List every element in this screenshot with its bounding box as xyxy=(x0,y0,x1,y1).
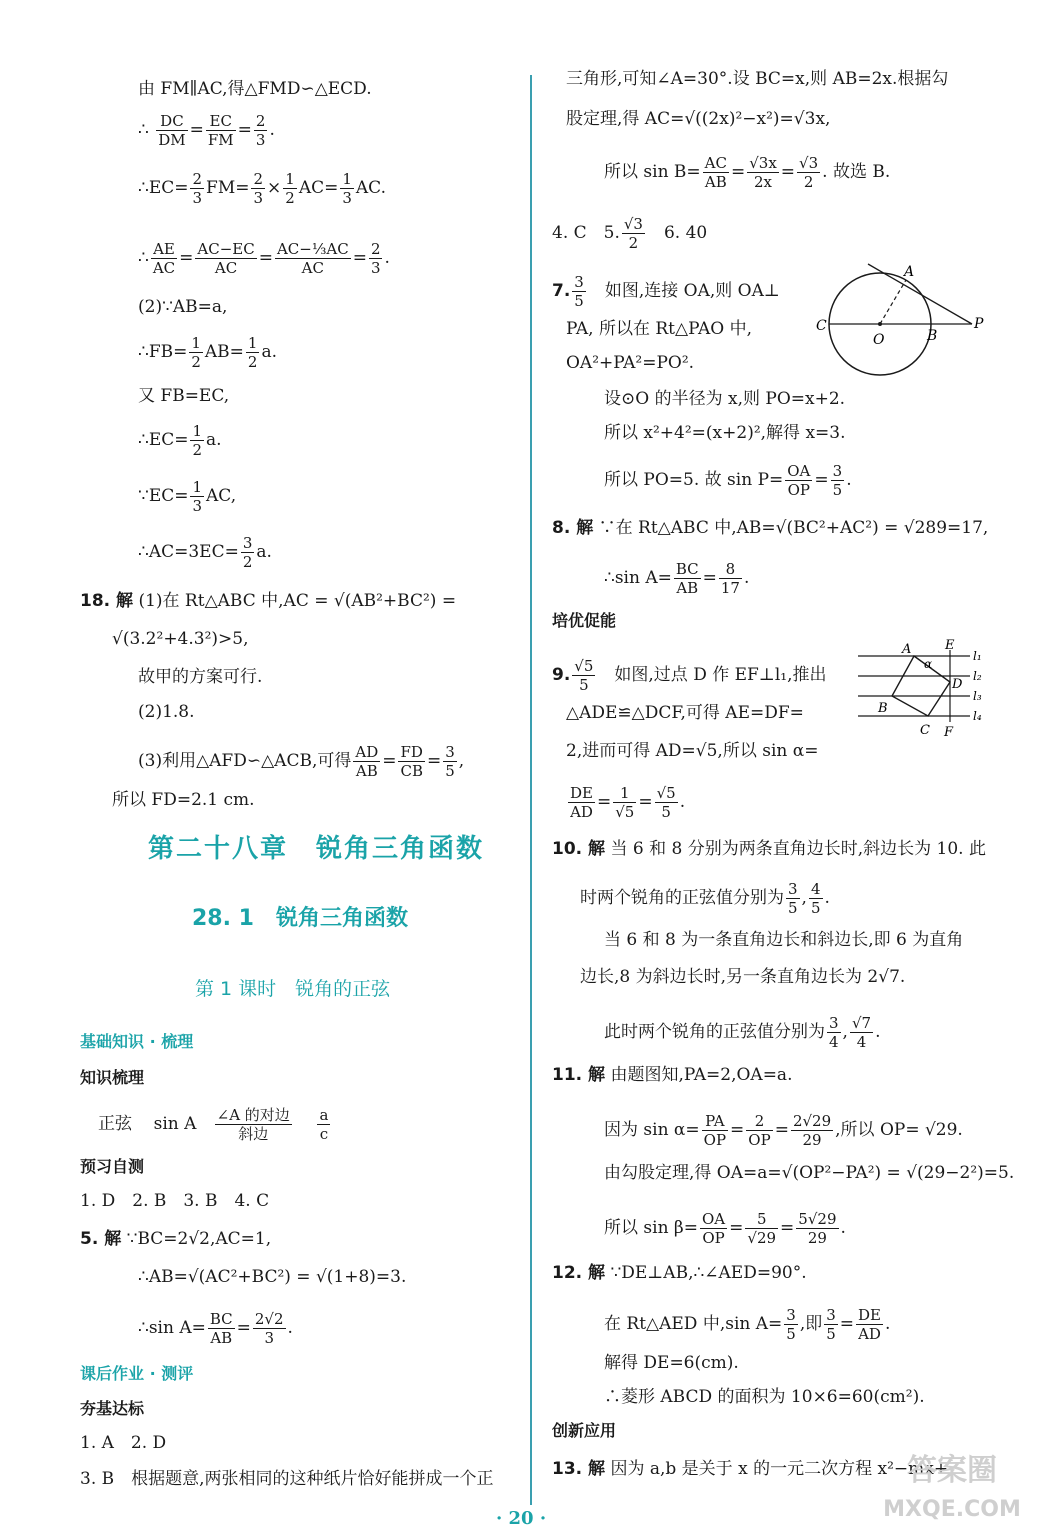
fraction: $\frac{AE}{AC}$ xyxy=(152,240,176,277)
heading-promote: 培优促能 xyxy=(552,611,617,630)
fraction: $\frac{AD}{AB}$ xyxy=(355,743,379,780)
fraction: $\frac{OA}{OP}$ xyxy=(702,1210,726,1247)
fraction: $\frac{a}{c}$ xyxy=(319,1106,329,1143)
fraction: $\frac{DC}{DM}$ xyxy=(158,112,186,149)
text-line: ∴AB=√(AC²+BC²) = √(1+8)=3. xyxy=(138,1267,407,1287)
question-12: 12. 解 ∵DE⊥AB,∴∠AED=90°. xyxy=(552,1263,807,1283)
text-line: 由 FM∥AC,得△FMD∽△ECD. xyxy=(138,79,372,99)
heading-knowledge: 知识梳理 xyxy=(80,1068,145,1087)
fraction: $\frac{3}{4}$ xyxy=(829,1014,839,1051)
fraction: $\frac{√3x}{2x}$ xyxy=(749,154,777,191)
question-8: 8. 解 ∵在 Rt△ABC 中,AB=√(BC²+AC²) = √289=17, xyxy=(552,518,989,538)
fraction: $\frac{2}{3}$ xyxy=(370,240,381,277)
text-line: 由勾股定理,得 OA=a=√(OP²−PA²) = √(29−2²)=5. xyxy=(604,1163,1015,1183)
text-line: 所以 FD=2.1 cm. xyxy=(112,790,255,810)
fraction: $\frac{4}{5}$ xyxy=(810,880,821,917)
answer-line: 1. A 2. D xyxy=(80,1433,167,1453)
lesson-title: 第 1 课时 锐角的正弦 xyxy=(195,978,391,1000)
fraction: $\frac{1}{2}$ xyxy=(285,170,295,207)
fraction: $\frac{\text{AC−⅓AC}}{AC}$ xyxy=(276,240,349,277)
label-l2: l₂ xyxy=(973,669,982,683)
fraction: $\frac{OA}{OP}$ xyxy=(787,462,811,499)
watermark-logo xyxy=(877,1438,1027,1528)
text-line: 股定理,得 AC=√((2x)²−x²)=√3x, xyxy=(566,109,831,129)
text-line: 所以 x²+4²=(x+2)²,解得 x=3. xyxy=(604,423,846,443)
fraction: $\frac{FD}{CB}$ xyxy=(400,743,423,780)
label-o: O xyxy=(873,332,885,348)
label-p: P xyxy=(974,316,984,332)
fraction: $\frac{1}{2}$ xyxy=(247,334,258,371)
fraction: $\frac{3}{2}$ xyxy=(242,534,253,571)
label-l1: l₁ xyxy=(973,649,982,663)
text-line: 解得 DE=6(cm). xyxy=(604,1353,739,1373)
label-alpha: α xyxy=(924,657,933,671)
math-line: 此时两个锐角的正弦值分别为 $\frac{3}{4}$ , $\frac{√7}{4}$ . xyxy=(604,1014,881,1051)
fraction: $\frac{1}{2}$ xyxy=(192,422,203,459)
fraction: $\frac{1}{3}$ xyxy=(342,170,352,207)
question-11: 11. 解 由题图知,PA=2,OA=a. xyxy=(552,1065,793,1085)
parallel-lines-figure xyxy=(852,638,992,742)
fraction: $\frac{1}{3}$ xyxy=(192,478,203,515)
heading-after: 课后作业 · 测评 xyxy=(80,1364,194,1383)
fraction: $\frac{3}{5}$ xyxy=(786,1306,796,1343)
fraction: $\frac{2√2}{3}$ xyxy=(254,1310,284,1347)
fraction: $\frac{2}{OP}$ xyxy=(748,1112,771,1149)
heading-innovate: 创新应用 xyxy=(552,1421,617,1440)
fraction: $\frac{DE}{AD}$ xyxy=(570,784,593,821)
math-line: ∴EC= $\frac{1}{2}$ a. xyxy=(138,422,222,459)
tangent-line xyxy=(868,264,972,324)
text-line: (2)1.8. xyxy=(138,702,195,722)
fraction: $\frac{5√29}{29}$ xyxy=(798,1210,837,1247)
circle-tangent-figure xyxy=(810,262,990,382)
text-line: ∴菱形 ABCD 的面积为 10×6=60(cm²). xyxy=(604,1387,925,1407)
math-line: ∴sin A= $\frac{BC}{AB}$ = $\frac{2√2}{3}$ . xyxy=(138,1310,293,1347)
text-line: 故甲的方案可行. xyxy=(138,667,263,687)
math-line: $\frac{DE}{AD}$ = $\frac{1}{√5}$ = $\frac{√5}{5}$ . xyxy=(570,784,686,821)
text-line: 又 FB=EC, xyxy=(138,386,230,406)
radius-oa xyxy=(880,280,906,324)
math-line: ∴ $\frac{AE}{AC}$ = $\frac{AC-EC}{AC}$ = $\frac{\text{AC−⅓AC}}{AC}$ = $\frac{2}{3}$ . xyxy=(138,240,390,277)
label-b: B xyxy=(878,701,888,716)
watermark-text: 答案圈 xyxy=(907,1453,997,1488)
label-b: B xyxy=(927,328,938,344)
fraction: $\frac{EC}{FM}$ xyxy=(207,112,234,149)
text-line: (2)∵AB=a, xyxy=(138,297,228,317)
fraction: $\frac{8}{17}$ xyxy=(720,560,740,597)
math-line: ∴sin A= $\frac{BC}{AB}$ = $\frac{8}{17}$ . xyxy=(604,560,750,597)
section-title: 28. 1 锐角三角函数 xyxy=(192,906,408,931)
fraction: $\frac{PA}{OP}$ xyxy=(703,1112,727,1149)
math-line: 在 Rt△AED 中,sin A= $\frac{3}{5}$ ,即 $\frac{3}{5}$ = $\frac{DE}{AD}$ . xyxy=(604,1306,891,1343)
rhombus-abcd xyxy=(892,656,950,716)
fraction: $\frac{√5}{5}$ xyxy=(574,657,594,694)
fraction: $\frac{√3}{2}$ xyxy=(799,154,819,191)
fraction: $\frac{3}{5}$ xyxy=(574,273,584,310)
math-line: 所以 sin B= $\frac{AC}{AB}$ = $\frac{√3x}{2x}$ = $\frac{√3}{2}$ . 故选 B. xyxy=(604,154,891,191)
fraction: $\frac{\text{∠A 的对边}}{\text{斜边}}$ xyxy=(216,1106,290,1143)
label-a: A xyxy=(902,642,912,657)
fraction: $\frac{DE}{AD}$ xyxy=(858,1306,882,1343)
fraction: $\frac{2√29}{29}$ xyxy=(792,1112,832,1149)
math-line: 因为 sin α= $\frac{PA}{OP}$ = $\frac{2}{OP}$ = $\frac{2√29}{29}$ ,所以 OP= √29. xyxy=(604,1112,963,1149)
label-l3: l₃ xyxy=(973,689,982,703)
watermark-url: MXQE.COM xyxy=(883,1497,1021,1522)
answer-line: 1. D 2. B 3. B 4. C xyxy=(80,1191,270,1211)
page-number: · 20 · xyxy=(496,1508,547,1529)
math-line: ∴AC=3EC= $\frac{3}{2}$ a. xyxy=(138,534,272,571)
fraction: $\frac{AC-EC}{AC}$ xyxy=(197,240,255,277)
text-line: 设⊙O 的半径为 x,则 PO=x+2. xyxy=(604,389,846,409)
math-line: 所以 sin β= $\frac{OA}{OP}$ = $\frac{5}{√29}$ = $\frac{5√29}{29}$ . xyxy=(604,1210,846,1247)
label-d: D xyxy=(952,677,963,692)
fraction: $\frac{AC}{AB}$ xyxy=(704,154,727,191)
fraction: $\frac{3}{5}$ xyxy=(445,743,455,780)
fraction: $\frac{2}{3}$ xyxy=(255,112,266,149)
fraction: $\frac{BC}{AB}$ xyxy=(675,560,699,597)
text-line: √(3.2²+4.3²)>5, xyxy=(112,629,249,649)
label-c: C xyxy=(920,723,930,738)
fraction: $\frac{2}{3}$ xyxy=(253,170,264,207)
math-line: ∴EC= $\frac{2}{3}$ FM= $\frac{2}{3}$ × $\frac{1}{2}$ AC= $\frac{1}{3}$ AC. xyxy=(138,170,386,207)
text-line: 边长,8 为斜边长时,另一条直角边长为 2√7. xyxy=(580,967,906,987)
math-line: 时两个锐角的正弦值分别为 $\frac{3}{5}$ , $\frac{4}{5}$ . xyxy=(580,880,830,917)
question-7: 7. $\frac{3}{5}$ 如图,连接 OA,则 OA⊥ xyxy=(552,273,780,310)
knowledge-row: 正弦 sin A $\frac{\text{∠A 的对边}}{\text{斜边}}$ $\frac{a}{c}$ xyxy=(98,1106,329,1143)
center-point xyxy=(878,322,882,326)
fraction: $\frac{3}{5}$ xyxy=(788,880,798,917)
fraction: $\frac{3}{5}$ xyxy=(832,462,843,499)
question-9: 9. $\frac{√5}{5}$ 如图,过点 D 作 EF⊥l₁,推出 xyxy=(552,657,827,694)
question-5: 5. 解 ∵BC=2√2,AC=1, xyxy=(80,1229,272,1249)
fraction: $\frac{5}{√29}$ xyxy=(747,1210,777,1247)
math-line: 所以 PO=5. 故 sin P= $\frac{OA}{OP}$ = $\frac{3}{5}$ . xyxy=(604,462,852,499)
math-line: ∵EC= $\frac{1}{3}$ AC, xyxy=(138,478,237,515)
text-line: 2,进而可得 AD=√5,所以 sin α= xyxy=(566,741,819,761)
column-divider xyxy=(530,75,532,1505)
fraction: $\frac{√3}{2}$ xyxy=(623,215,643,252)
text-line: △ADE≌△DCF,可得 AE=DF= xyxy=(566,703,804,723)
fraction: $\frac{√5}{5}$ xyxy=(656,784,676,821)
answer-line: 4. C 5. $\frac{√3}{2}$ 6. 40 xyxy=(552,215,708,252)
text-line: OA²+PA²=PO². xyxy=(566,353,695,373)
fraction: $\frac{1}{√5}$ xyxy=(615,784,635,821)
heading-base: 夯基达标 xyxy=(80,1399,145,1418)
math-line: (3)利用△AFD∽△ACB,可得 $\frac{AD}{AB}$ = $\frac{FD}{CB}$ = $\frac{3}{5}$ , xyxy=(138,743,465,780)
fraction: $\frac{2}{3}$ xyxy=(192,170,203,207)
question-18: 18. 解 (1)在 Rt△ABC 中,AC = √(AB²+BC²) = xyxy=(80,591,457,611)
label-c: C xyxy=(816,318,827,334)
fraction: $\frac{1}{2}$ xyxy=(191,334,201,371)
text-line: 当 6 和 8 为一条直角边长和斜边长,即 6 为直角 xyxy=(604,930,964,950)
math-line: ∴FB= $\frac{1}{2}$ AB= $\frac{1}{2}$ a. xyxy=(138,334,278,371)
heading-preview: 预习自测 xyxy=(80,1157,145,1176)
label-a: A xyxy=(904,264,915,280)
math-line: ∴ $\frac{DC}{DM}$ = $\frac{EC}{FM}$ = $\frac{2}{3}$ . xyxy=(138,112,275,149)
fraction: $\frac{√7}{4}$ xyxy=(851,1014,872,1051)
label-e: E xyxy=(945,638,955,653)
text-line: 三角形,可知∠A=30°.设 BC=x,则 AB=2x.根据勾 xyxy=(566,69,949,89)
heading-basic: 基础知识 · 梳理 xyxy=(80,1032,194,1051)
question-3: 3. B 根据题意,两张相同的这种纸片恰好能拼成一个正 xyxy=(80,1469,494,1489)
fraction: $\frac{3}{5}$ xyxy=(826,1306,836,1343)
chapter-title: 第二十八章 锐角三角函数 xyxy=(148,834,485,864)
label-f: F xyxy=(944,725,954,740)
label-l4: l₄ xyxy=(973,709,982,723)
question-13: 13. 解 因为 a,b 是关于 x 的一元二次方程 x²−mx+ xyxy=(552,1459,949,1479)
text-line: PA, 所以在 Rt△PAO 中, xyxy=(566,319,752,339)
fraction: $\frac{BC}{AB}$ xyxy=(209,1310,233,1347)
question-10: 10. 解 当 6 和 8 分别为两条直角边长时,斜边长为 10. 此 xyxy=(552,839,986,859)
